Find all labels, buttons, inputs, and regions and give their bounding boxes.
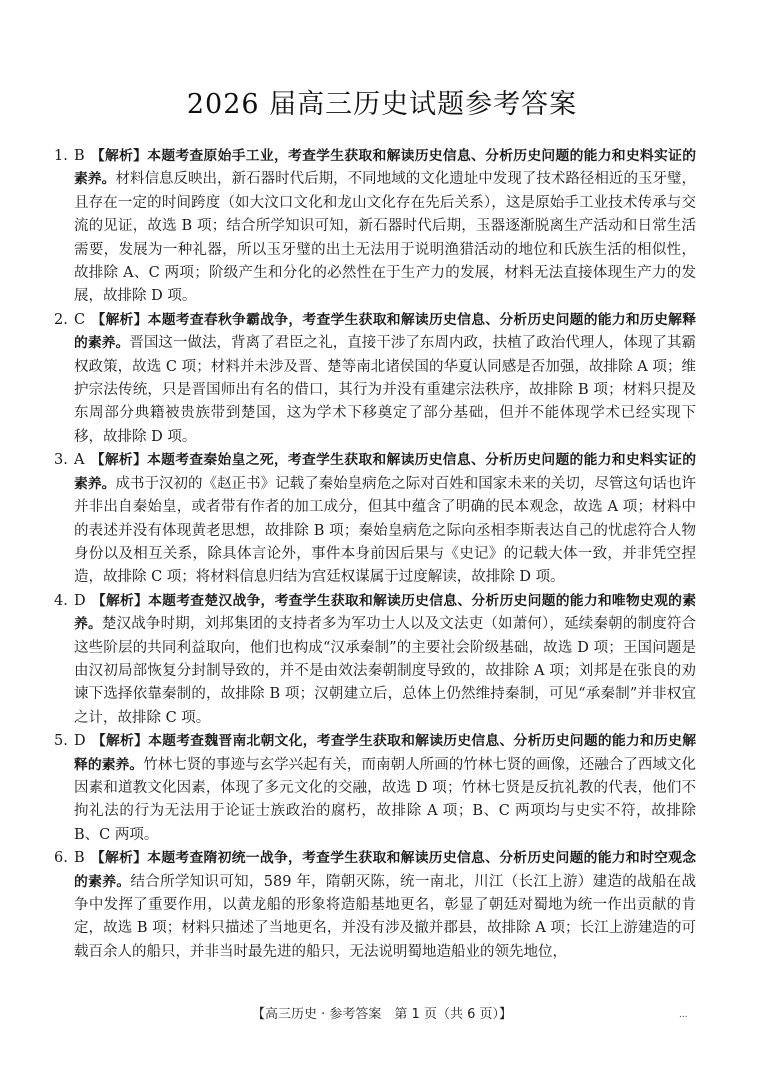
answer-analysis-heading: 【解析】本题考查隋初统一战争，考查学生获取和解读历史信息、分析历史问题的能力和时空观念的素养。 [74, 850, 696, 890]
answer-number: 5. [54, 733, 68, 750]
answer-number: 6. [54, 850, 68, 867]
answer-item-5 [54, 730, 697, 847]
answer-analysis-heading: 【解析】本题考查魏晋南北朝文化，考查学生获取和解读历史信息、分析历史问题的能力和历史解释的素养。 [74, 733, 696, 773]
answer-list [54, 145, 697, 964]
answer-choice: B [74, 148, 85, 164]
answer-analysis-text: 晋国这一做法，背离了君臣之礼，直接干涉了东周内政，扶植了政治代理人，体现了其霸权政策，故选 C 项；材料并未涉及晋、楚等南北诸侯国的华夏认同感是否加强，故排除 A 项；维护宗法传统，只是晋国师出有名的借口，其行为并没有重建宗法秩序，故排除 B 项；材料只提及东周部分典籍被贵族带到楚国，这为学术下移奠定了部分基础，但并不能体现学术已经实现下移，故排除 D 项。 [74, 335, 696, 445]
answer-analysis-text: 成书于汉初的《赵正书》记载了秦始皇病危之际对百姓和国家未来的关切，尽管这句话也许并非出自秦始皇，或者带有作者的加工成分，但其中蕴含了明确的民本观念，故选 A 项；材料中的表述并没有体现黄老思想，故排除 B 项；秦始皇病危之际向丞相李斯表达自己的忧虑符合人物身份以及相互关系，除具体言论外，事件本身前因后果与《史记》的记载大体一致，并非凭空捏造，故排除 C 项；将材料信息归结为宫廷权谋属于过度解读，故排除 D 项。 [74, 475, 696, 586]
corner-mark: ... [679, 1010, 688, 1020]
answer-item-1 [54, 145, 696, 309]
page-footer: 【高三历史 · 参考答案 第 1 页（共 6 页）】 [252, 1007, 512, 1022]
answer-analysis-text: 结合所学知识可知，589 年，隋朝灭陈，统一南北，川江（长江上游）建造的战船在战争中发挥了重要作用，以黄龙船的形象将造船基地更名，彰显了朝廷对蜀地为统一作出贡献的肯定，故选 B 项；材料只描述了当地更名，并没有涉及撤并郡县，故排除 A 项；长江上游建造的可载百余人的船只，并非当时最先进的船只，无法说明蜀地造船业的领先地位， [74, 873, 696, 960]
answer-number: 1. [54, 148, 68, 164]
answer-analysis-heading: 【解析】本题考查春秋争霸战争，考查学生获取和解读历史信息、分析历史问题的能力和历史解释的素养。 [74, 311, 696, 352]
answer-number: 2. [54, 311, 68, 328]
answer-analysis-text: 楚汉战争时期，刘邦集团的支持者多为军功士人以及文法吏（如萧何），延续秦朝的制度符合这些阶层的共同利益取向，他们也构成“汉承秦制”的主要社会阶级基础，故选 D 项；王国问题是由汉初局部恢复分封制导致的，并不是由效法秦朝制度导致的，故排除 A 项；刘邦是在张良的劝谏下选择依靠秦制的，故排除 B 项；汉朝建立后，总体上仍然维持秦制，可见“承秦制”并非权宜之计，故排除 C 项。 [74, 616, 696, 726]
answer-number: 4. [54, 592, 68, 609]
answer-number: 3. [54, 452, 68, 469]
answer-choice: A [74, 452, 85, 469]
answer-item-3 [54, 449, 696, 589]
answer-analysis-text: 竹林七贤的事迹与玄学兴起有关，而南朝人所画的竹林七贤的画像，还融合了西域文化因素和道教文化因素，体现了多元文化的交融，故选 D 项；竹林七贤是反抗礼教的代表，他们不拘礼法的行为无法用于论证士族政治的腐朽，故排除 A 项；B、C 两项均与史实不符，故排除 B、C 两项。 [74, 756, 697, 843]
answer-choice: D [74, 592, 86, 609]
answer-analysis-heading: 【解析】本题考查原始手工业，考查学生获取和解读历史信息、分析历史问题的能力和史料实证的素养。 [74, 148, 696, 188]
answer-choice: D [74, 733, 86, 750]
answer-analysis-text: 材料信息反映出，新石器时代后期，不同地域的文化遗址中发现了技术路径相近的玉牙璧，且存在一定的时间跨度（如大汶口文化和龙山文化存在先后关系），这是原始手工业技术传承与交流的见证，故选 B 项；结合所学知识可知，新石器时代后期，玉器逐渐脱离生产活动和日常生活需要，发展为一种礼器，所以玉牙璧的出土无法用于说明渔猎活动的地位和氏族生活的相似性，故排除 A、C 两项；阶级产生和分化的必然性在于生产力的发展，材料无法直接体现生产力的发展，故排除 D 项。 [74, 171, 696, 305]
answer-item-6 [54, 847, 696, 964]
answer-analysis-heading: 【解析】本题考查楚汉战争，考查学生获取和解读历史信息、分析历史问题的能力和唯物史观的素养。 [74, 592, 696, 633]
answer-choice: B [74, 850, 85, 867]
answer-item-2 [54, 309, 696, 449]
answer-item-4 [54, 590, 696, 730]
answer-choice: C [74, 311, 86, 328]
answer-analysis-heading: 【解析】本题考查秦始皇之死，考查学生获取和解读历史信息、分析历史问题的能力和史料实证的素养。 [74, 452, 696, 492]
page-title: 2026 届高三历史试题参考答案 [186, 89, 578, 120]
